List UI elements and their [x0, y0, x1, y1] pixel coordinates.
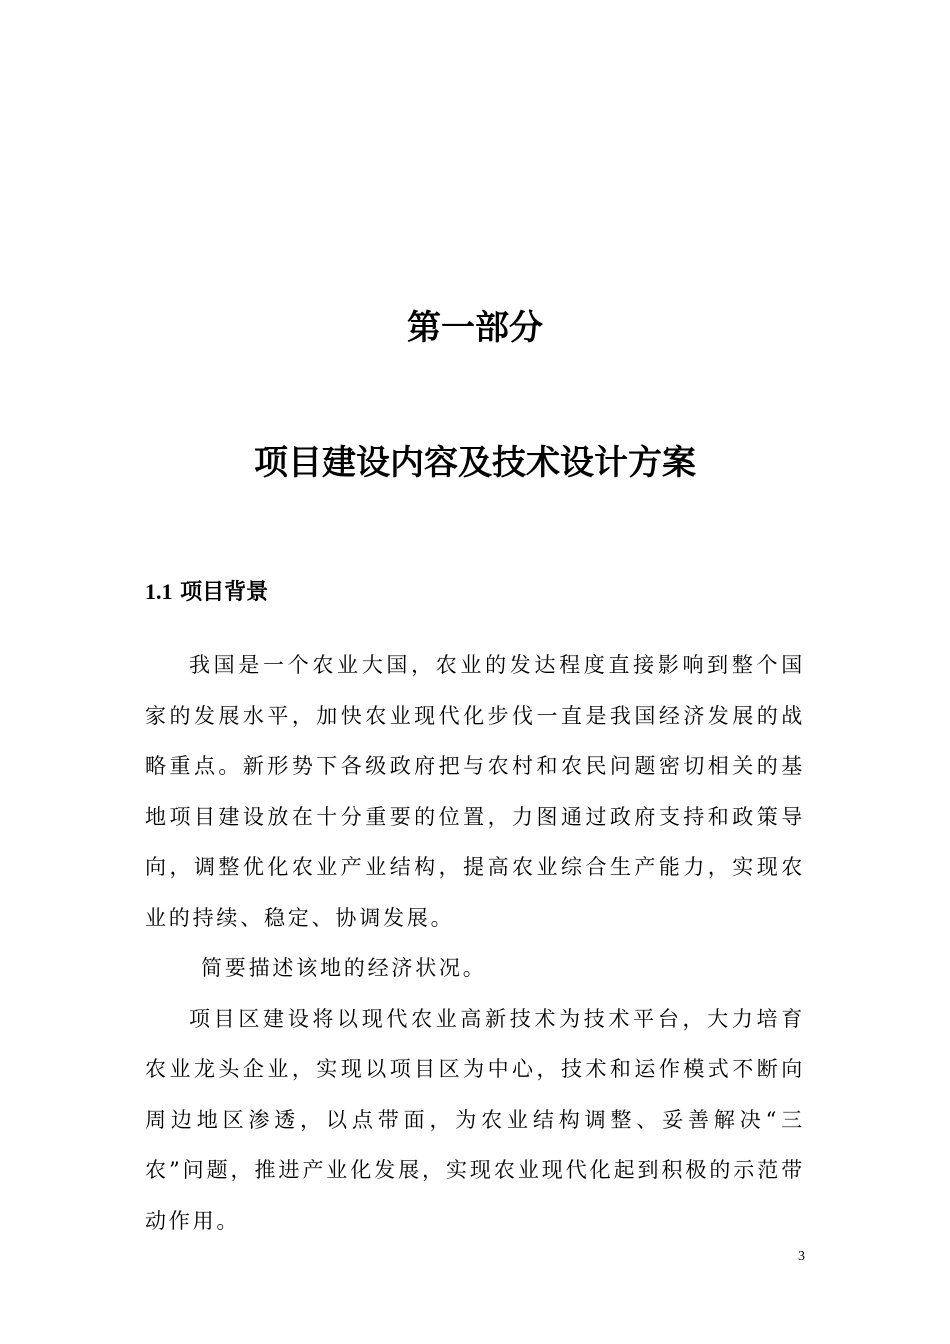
document-title: 项目建设内容及技术设计方案	[254, 443, 696, 483]
body-text	[145, 640, 805, 1246]
section-title: 项目背景	[180, 580, 269, 605]
paragraph-economy-note: 简要描述该地的经济状况。	[201, 956, 487, 980]
section-number: 1.1	[145, 579, 173, 604]
page-number: 3	[798, 1249, 805, 1264]
paragraph-background: 我国是一个农业大国，农业的发达程度直接影响到整个国家的发展水平，加快农业现代化步伐一直是我国经济发展的战略重点。新形势下各级政府把与农村和农民问题密切相关的基地项目建设放在十分重要的位置，力图通过政府支持和政策导向，调整优化农业产业结构，提高农业综合生产能力，实现农业的持续、稳定、协调发展。	[145, 653, 805, 930]
paragraph-project-goal: 项目区建设将以现代农业高新技术为技术平台，大力培育农业龙头企业，实现以项目区为中心，技术和运作模式不断向周边地区渗透，以点带面，为农业结构调整、妥善解决“三农”问题，推进产业化发展，实现农业现代化起到积极的示范带动作用。	[145, 1006, 805, 1233]
part-title: 第一部分	[407, 308, 543, 348]
section-heading	[145, 577, 268, 608]
